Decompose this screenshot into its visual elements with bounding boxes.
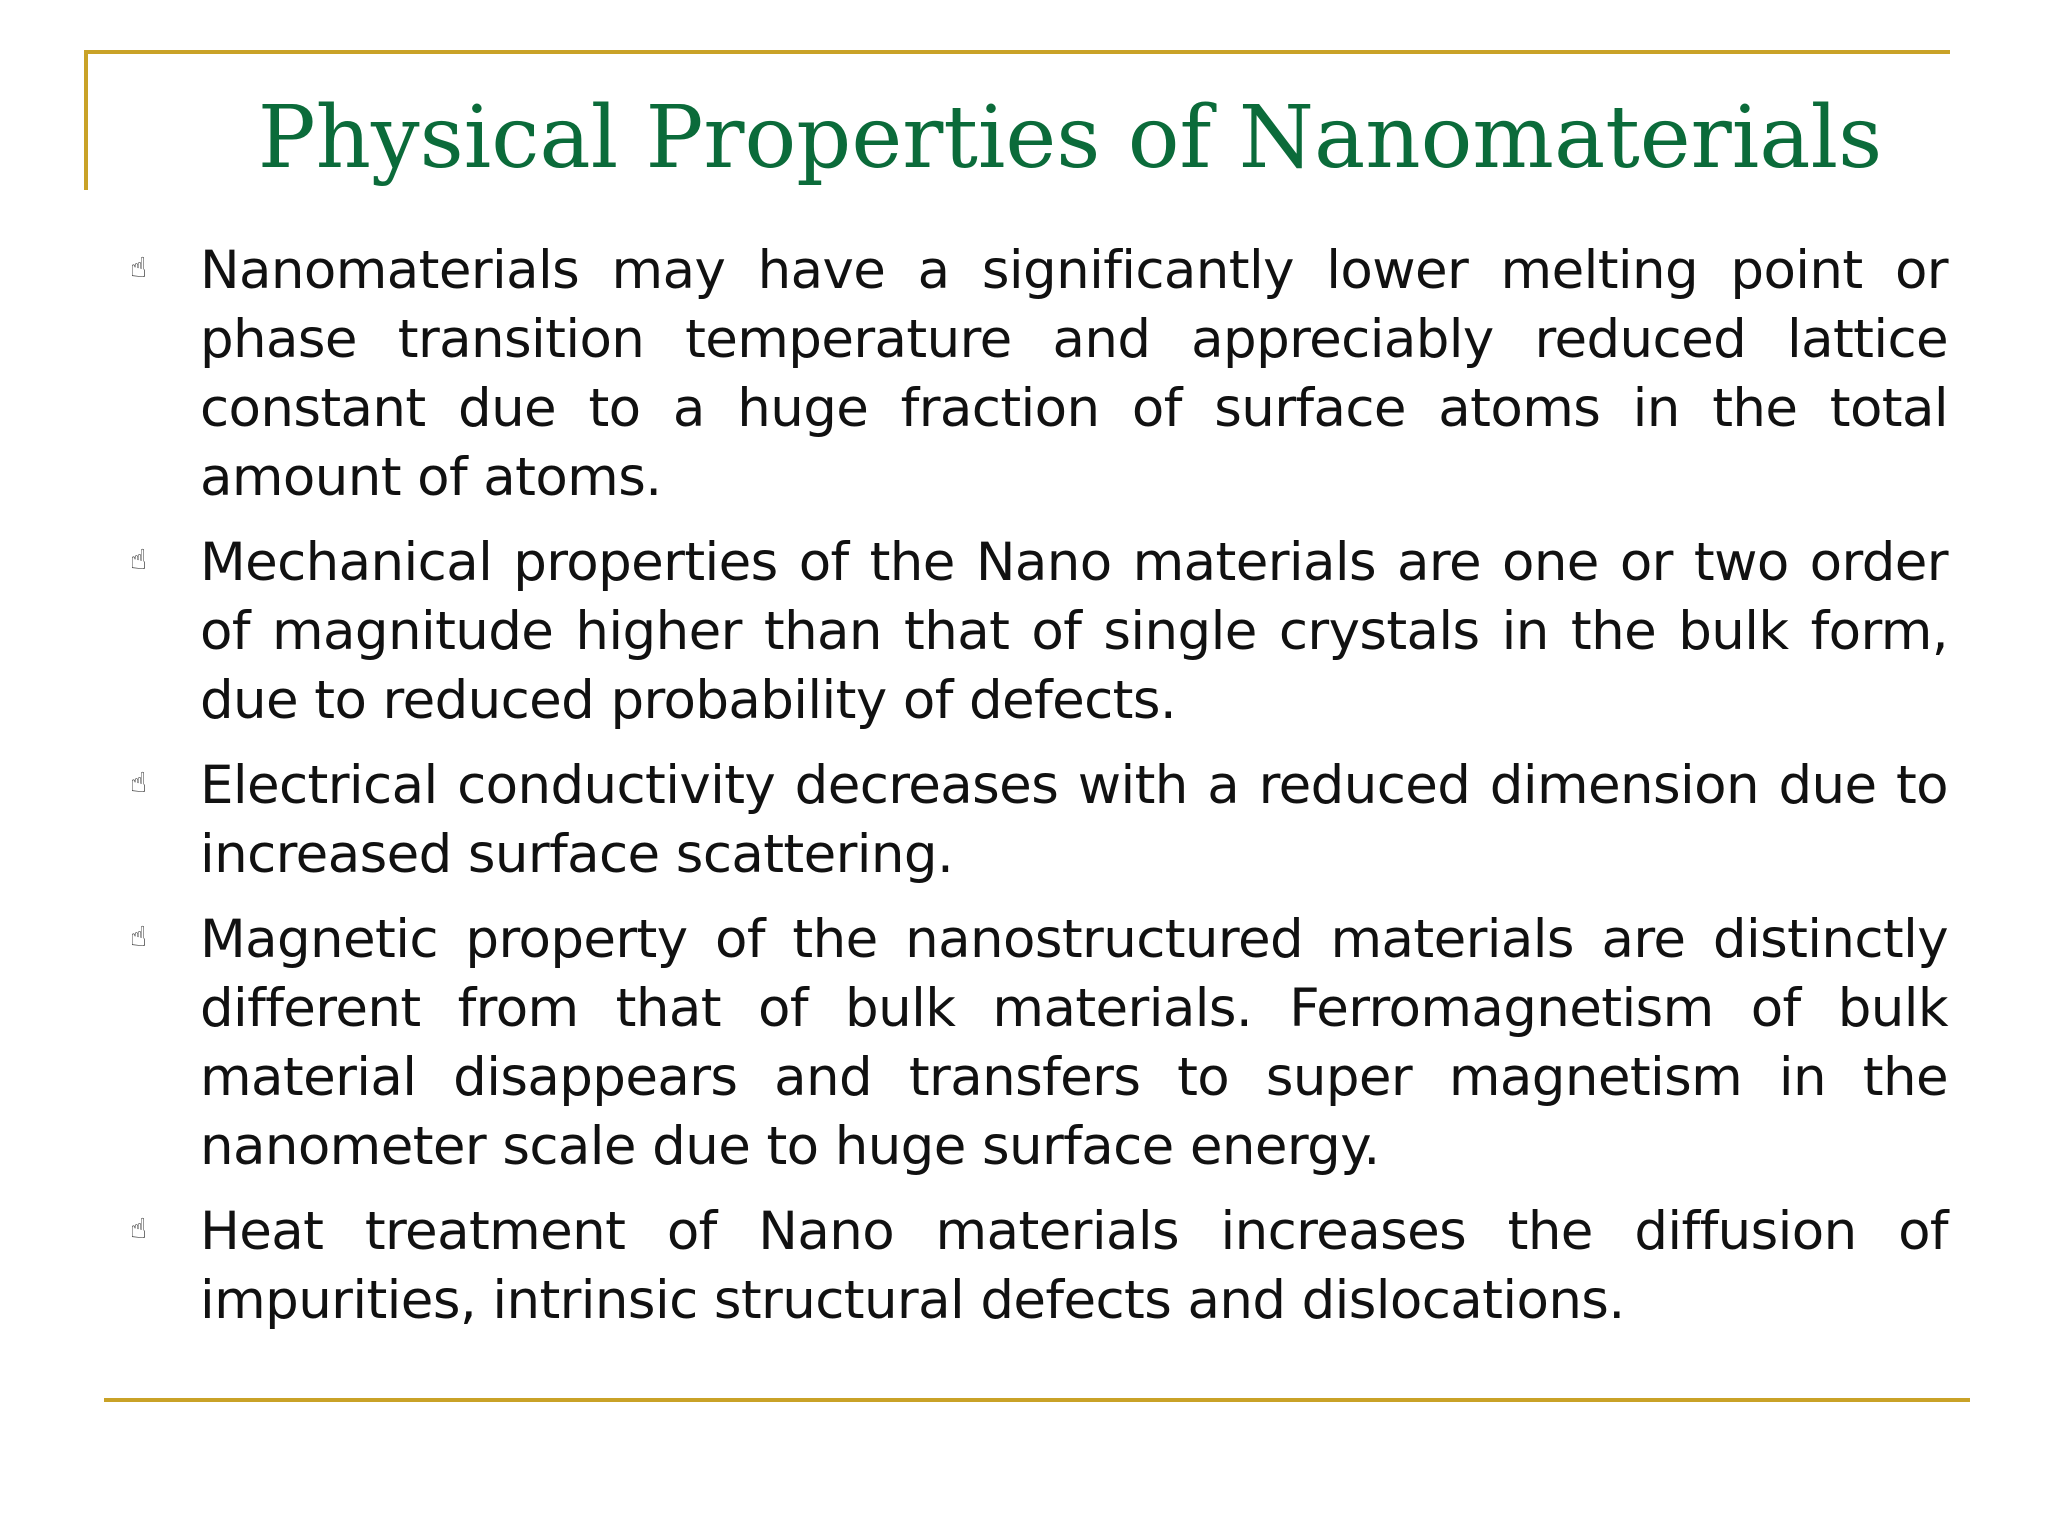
bullet-item (130, 1197, 1948, 1335)
pointing-hand-icon: ☝ (130, 920, 148, 953)
pointing-hand-icon: ☝ (130, 1212, 148, 1245)
bullet-item (130, 905, 1948, 1181)
bullet-text: Heat treatment of Nano materials increases the diffusion of impurities, intrinsic structural defects and dislocations. (200, 1201, 1948, 1331)
bullet-item (130, 236, 1948, 512)
left-accent-rule (84, 50, 88, 190)
bullet-item (130, 751, 1948, 889)
top-accent-rule (84, 50, 1950, 54)
pointing-hand-icon: ☝ (130, 766, 148, 799)
pointing-hand-icon: ☝ (130, 251, 148, 284)
bullet-text: Mechanical properties of the Nano materials are one or two order of magnitude higher than that of single crystals in the bulk form, due to reduced probability of defects. (200, 532, 1948, 731)
pointing-hand-icon: ☝ (130, 543, 148, 576)
bullet-text: Magnetic property of the nanostructured materials are distinctly different from that of bulk materials. Ferromagnetism of bulk material disappears and transfers to super magnetism in the nanometer scale due to huge surface energy. (200, 909, 1948, 1177)
bullet-list (130, 236, 1948, 1351)
bullet-text: Electrical conductivity decreases with a reduced dimension due to increased surface scattering. (200, 755, 1948, 885)
bottom-accent-rule (104, 1398, 1970, 1402)
slide-title: Physical Properties of Nanomaterials (257, 88, 1883, 188)
bullet-item (130, 528, 1948, 735)
bullet-text: Nanomaterials may have a significantly lower melting point or phase transition temperature and appreciably reduced lattice constant due to a huge fraction of surface atoms in the total amount of atoms. (200, 240, 1948, 508)
